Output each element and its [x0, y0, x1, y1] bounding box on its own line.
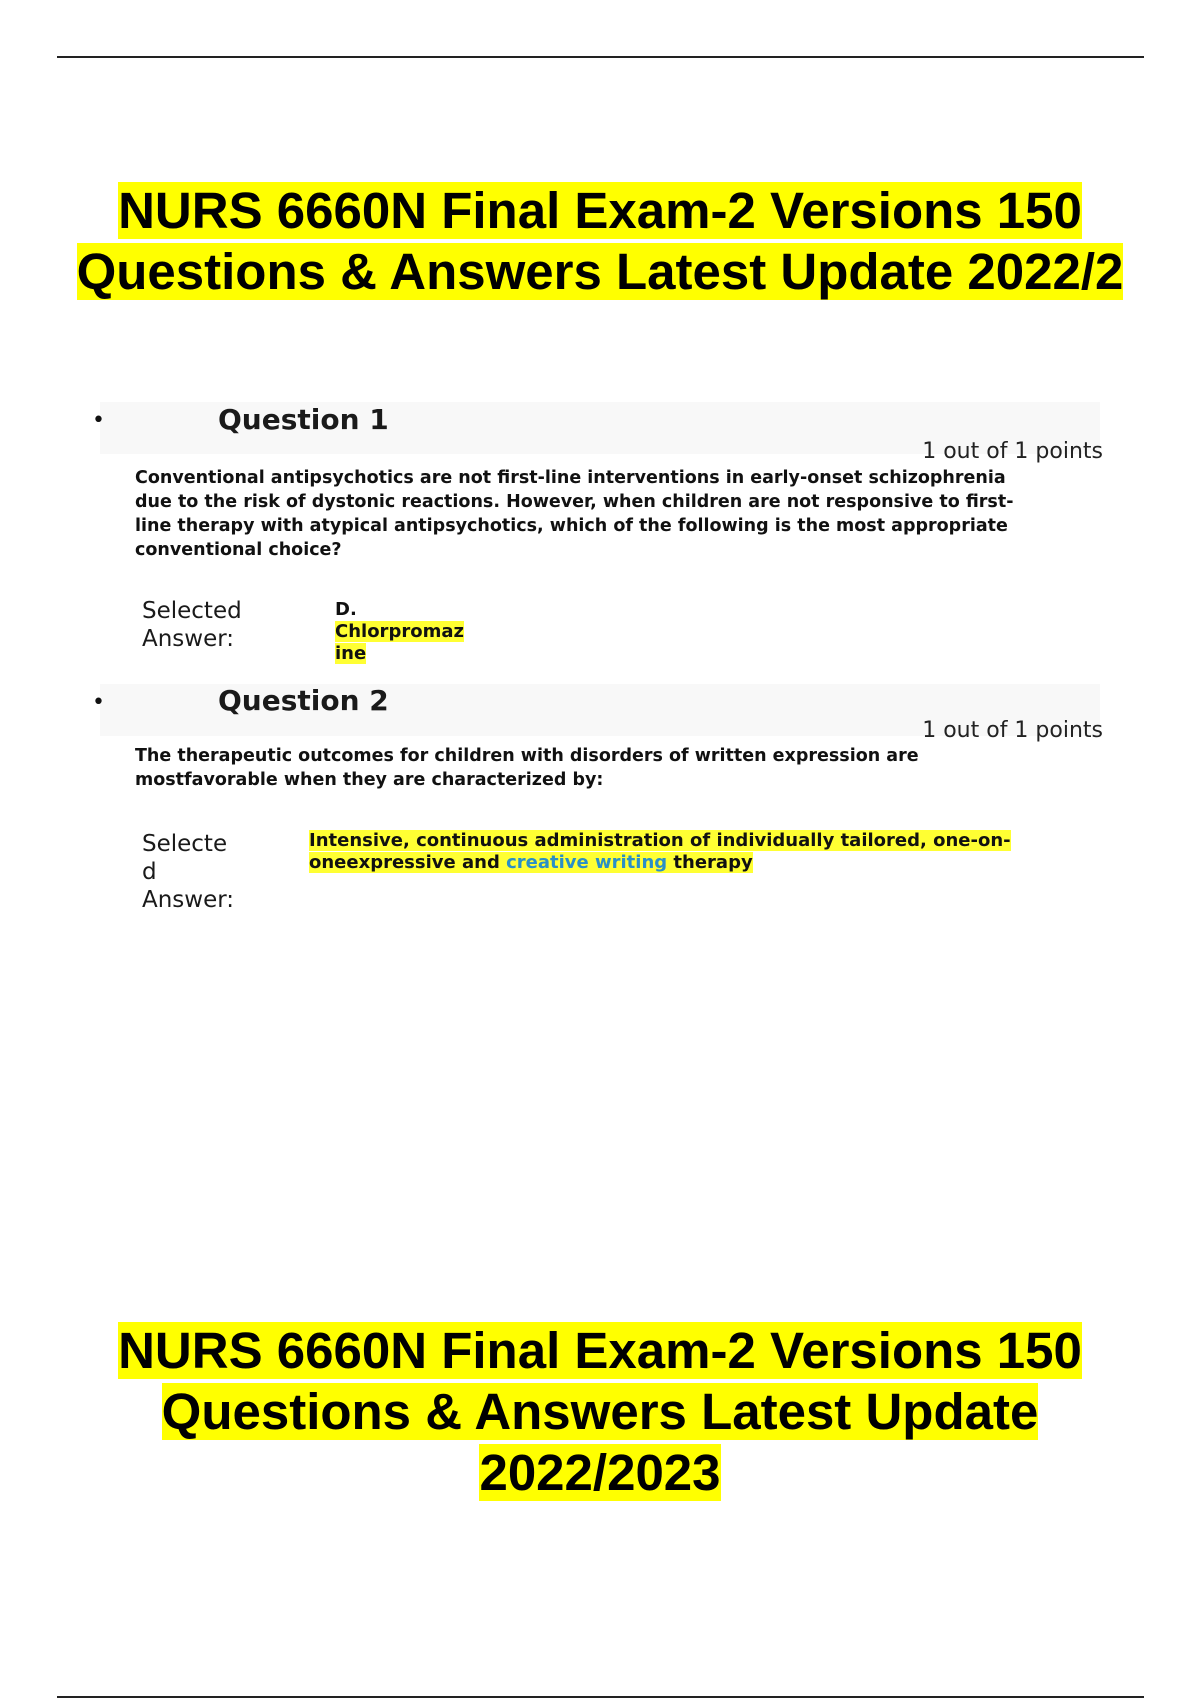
- answer-line-1: Chlorpromaz: [335, 621, 464, 642]
- bottom-rule: [57, 1696, 1144, 1698]
- question-2-answer-label: Selecte d Answer:: [142, 831, 235, 913]
- top-rule: [57, 56, 1144, 58]
- question-2-answer: [309, 830, 1069, 874]
- question-2-points: 1 out of 1 points: [922, 718, 1103, 743]
- footer-title-line-2: Questions & Answers Latest Update: [161, 1383, 1039, 1440]
- question-2-title: Question 2: [218, 684, 389, 717]
- question-1-text: Conventional antipsychotics are not first-line interventions in early-onset schizophrenia due to the risk of dystonic reactions. However, when children are not responsive to first-line therapy with atypical antipsychotics, which of the following is the most appropriate conventional choice?: [135, 468, 1014, 560]
- document-title: [0, 180, 1200, 302]
- footer-title-line-3: 2022/2023: [479, 1444, 721, 1501]
- footer-title-line-1: NURS 6660N Final Exam-2 Versions 150: [118, 1322, 1082, 1379]
- answer-letter: D.: [335, 599, 357, 620]
- answer-line-2-end: therapy: [667, 852, 753, 873]
- footer-title: [0, 1320, 1200, 1503]
- answer-line-2: ine: [335, 643, 367, 664]
- answer-line-1: Intensive, continuous administration of individually tailored, one-on-: [309, 830, 1011, 851]
- title-line-1: NURS 6660N Final Exam-2 Versions 150: [118, 182, 1082, 239]
- bullet-icon: •: [92, 408, 105, 433]
- question-2-text: The therapeutic outcomes for children with disorders of written expression are mostfavorable when they are characterized by:: [135, 746, 919, 790]
- title-line-2: Questions & Answers Latest Update 2022/2: [76, 243, 1124, 300]
- creative-writing-link[interactable]: creative writing: [506, 852, 668, 873]
- question-1-points: 1 out of 1 points: [922, 439, 1103, 464]
- question-1-answer-label: Selected Answer:: [142, 598, 242, 652]
- question-1-title: Question 1: [218, 403, 389, 436]
- question-1-answer: [335, 599, 464, 665]
- bullet-icon: •: [92, 690, 105, 715]
- answer-line-2-start: oneexpressive and: [309, 852, 507, 873]
